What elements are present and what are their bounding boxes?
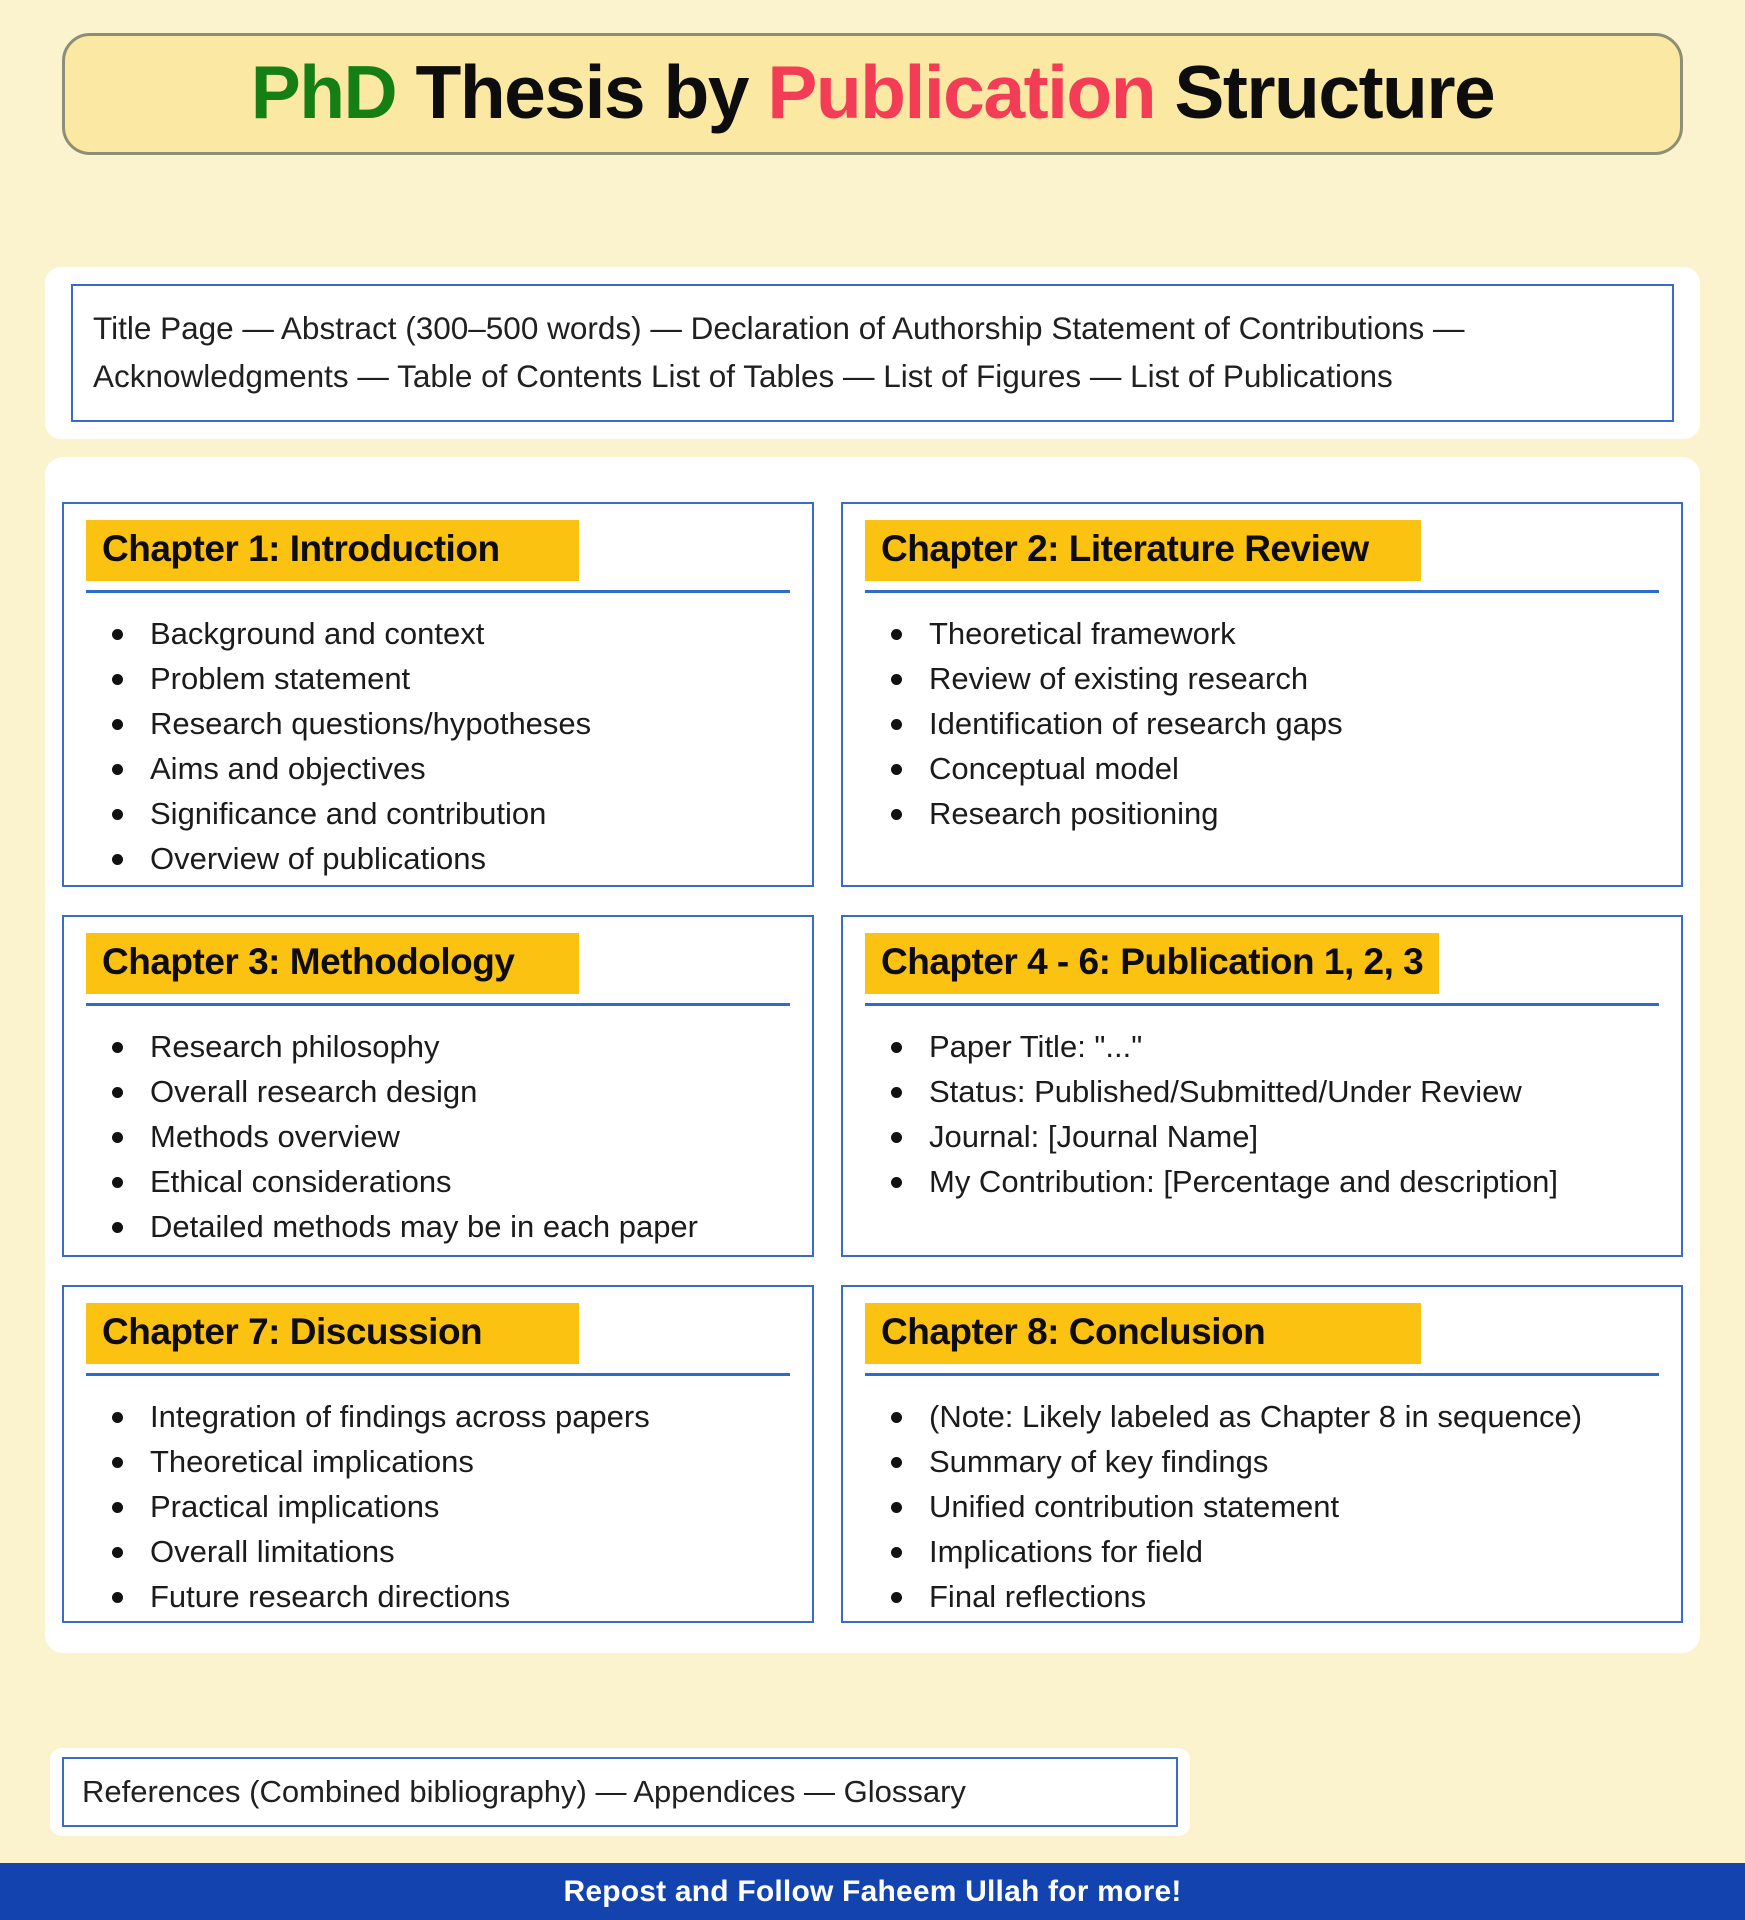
chapter-item-text: Overview of publications [150, 840, 486, 876]
chapter-item-list [865, 612, 1659, 837]
chapter-item [865, 747, 1659, 792]
chapter-item-text: Research philosophy [150, 1028, 440, 1064]
chapter-item [86, 612, 790, 657]
chapter-item-list [86, 1395, 790, 1620]
footer-text: Repost and Follow Faheem Ullah for more! [563, 1874, 1182, 1908]
chapter-divider [86, 590, 790, 593]
title-segment-phd: PhD [250, 50, 397, 134]
chapter-item [86, 1205, 790, 1250]
chapter-divider [865, 1373, 1659, 1376]
chapter-item [865, 1025, 1659, 1070]
chapter-item [86, 1575, 790, 1620]
chapter-item-text: Final reflections [929, 1578, 1147, 1614]
chapter-divider [865, 590, 1659, 593]
chapter-item-text: Practical implications [150, 1488, 440, 1524]
back-matter-box [62, 1757, 1178, 1827]
title-segment-thesis-by: Thesis by [396, 50, 768, 134]
chapter-item [865, 792, 1659, 837]
chapter-item-text: Review of existing research [929, 660, 1309, 696]
title-segment-structure: Structure [1155, 50, 1495, 134]
front-matter-text: Title Page — Abstract (300–500 words) — Declaration of Authorship Statement of Contributions — Acknowledgments — Table of Contents List of Tables — List of Figures — List of Publications [93, 310, 1465, 395]
chapter-item [86, 747, 790, 792]
chapter-item-text: Integration of findings across papers [150, 1398, 650, 1434]
chapter-item [86, 1070, 790, 1115]
chapter-item [86, 792, 790, 837]
chapter-item-text: Aims and objectives [150, 750, 426, 786]
chapter-item [865, 1530, 1659, 1575]
chapter-item-list [86, 612, 790, 882]
chapter-box [62, 1285, 814, 1623]
chapter-title: Chapter 4 - 6: Publication 1, 2, 3 [865, 933, 1439, 994]
chapter-item-text: Paper Title: "..." [929, 1028, 1143, 1064]
chapter-item-text: Theoretical framework [929, 615, 1236, 651]
chapter-item-text: Research positioning [929, 795, 1219, 831]
chapter-item-text: Research questions/hypotheses [150, 705, 592, 741]
chapter-item-text: Conceptual model [929, 750, 1179, 786]
chapter-divider [86, 1003, 790, 1006]
chapter-box [841, 915, 1683, 1257]
chapter-box [841, 502, 1683, 887]
front-matter-box [71, 284, 1674, 422]
chapters-card [45, 457, 1700, 1653]
chapter-item-text: Status: Published/Submitted/Under Review [929, 1073, 1522, 1109]
chapter-item [865, 612, 1659, 657]
chapter-item-list [86, 1025, 790, 1250]
chapter-title: Chapter 3: Methodology [86, 933, 579, 994]
chapter-item [86, 702, 790, 747]
chapter-item [865, 1160, 1659, 1205]
chapter-item [86, 1530, 790, 1575]
title-segment-publication: Publication [767, 50, 1156, 134]
chapter-item-text: Detailed methods may be in each paper [150, 1208, 698, 1244]
chapter-box [841, 1285, 1683, 1623]
chapter-item [86, 1025, 790, 1070]
chapter-item [865, 1070, 1659, 1115]
chapter-item [86, 1395, 790, 1440]
chapter-item-list [865, 1025, 1659, 1205]
chapter-item [86, 1485, 790, 1530]
chapter-item-text: Significance and contribution [150, 795, 547, 831]
chapter-item-text: My Contribution: [Percentage and description] [929, 1163, 1558, 1199]
chapter-item-text: Overall research design [150, 1073, 478, 1109]
chapter-title: Chapter 1: Introduction [86, 520, 579, 581]
chapter-item-text: Implications for field [929, 1533, 1203, 1569]
chapter-item-list [865, 1395, 1659, 1620]
chapter-box [62, 915, 814, 1257]
chapter-item-text: Identification of research gaps [929, 705, 1343, 741]
chapter-item-text: Methods overview [150, 1118, 400, 1154]
chapter-item [865, 1395, 1659, 1440]
chapter-title: Chapter 7: Discussion [86, 1303, 579, 1364]
chapter-item-text: Journal: [Journal Name] [929, 1118, 1259, 1154]
chapter-divider [865, 1003, 1659, 1006]
chapter-item-text: Unified contribution statement [929, 1488, 1340, 1524]
chapter-item-text: Overall limitations [150, 1533, 395, 1569]
chapter-item-text: (Note: Likely labeled as Chapter 8 in sequence) [929, 1398, 1583, 1434]
chapter-item [865, 1485, 1659, 1530]
chapters-grid [62, 502, 1683, 1623]
chapter-item-text: Future research directions [150, 1578, 511, 1614]
chapter-item-text: Background and context [150, 615, 485, 651]
chapter-title: Chapter 8: Conclusion [865, 1303, 1421, 1364]
page-title [75, 49, 1670, 135]
chapter-divider [86, 1373, 790, 1376]
chapter-item-text: Problem statement [150, 660, 411, 696]
chapter-item [865, 1115, 1659, 1160]
chapter-title: Chapter 2: Literature Review [865, 520, 1421, 581]
chapter-item [865, 1440, 1659, 1485]
footer-bar [0, 1863, 1745, 1920]
chapter-item [86, 837, 790, 882]
back-matter-text: References (Combined bibliography) — Appendices — Glossary [82, 1774, 966, 1810]
chapter-item [86, 1440, 790, 1485]
chapter-item [86, 1160, 790, 1205]
chapter-item [865, 1575, 1659, 1620]
title-banner [62, 33, 1683, 155]
chapter-item-text: Ethical considerations [150, 1163, 452, 1199]
back-matter-card [50, 1748, 1190, 1836]
chapter-item [86, 657, 790, 702]
chapter-item-text: Summary of key findings [929, 1443, 1269, 1479]
front-matter-card [45, 267, 1700, 439]
chapter-item-text: Theoretical implications [150, 1443, 474, 1479]
chapter-box [62, 502, 814, 887]
chapter-item [865, 702, 1659, 747]
chapter-item [865, 657, 1659, 702]
chapter-item [86, 1115, 790, 1160]
